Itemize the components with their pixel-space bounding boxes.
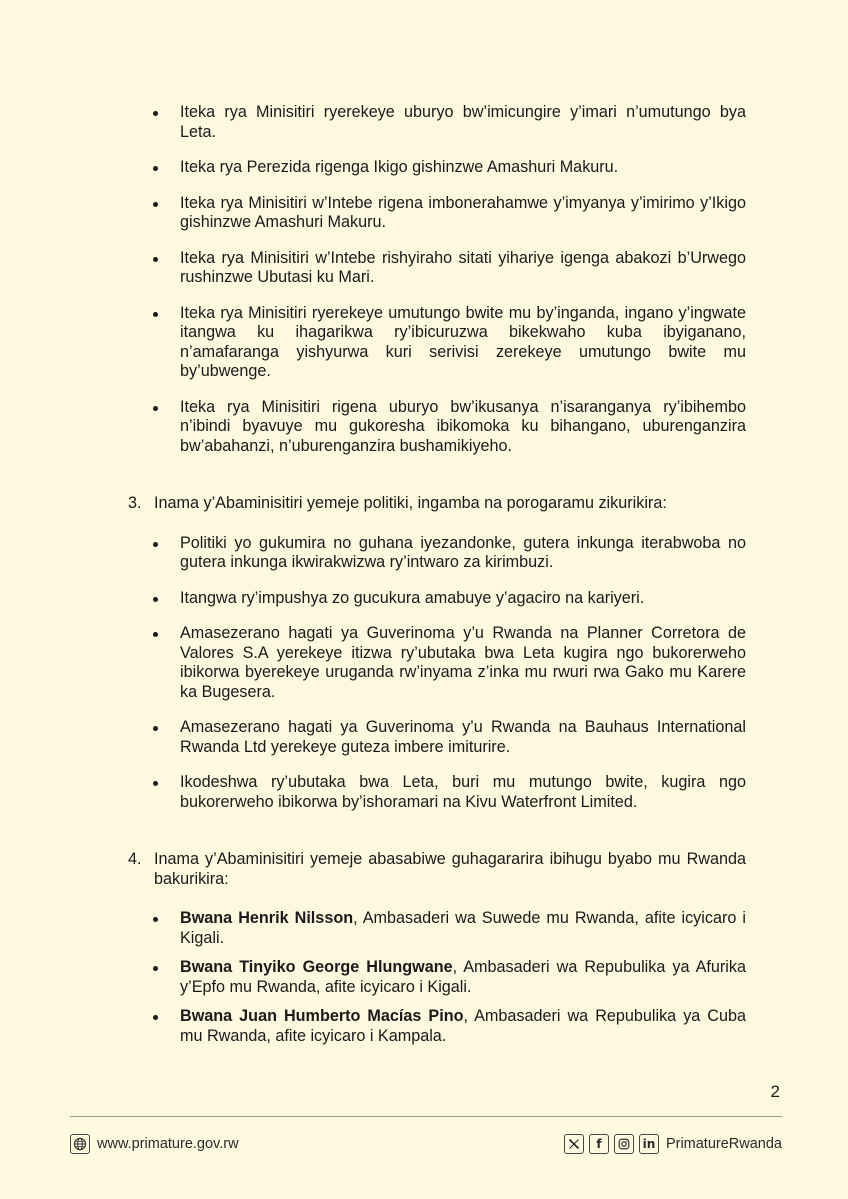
page-number: 2: [770, 1082, 780, 1101]
footer-social: [564, 1134, 782, 1154]
ambassador-name: Bwana Juan Humberto Macías Pino: [180, 1007, 464, 1025]
ambassador-details: , Ambasaderi wa Repubulika ya Cuba mu Rwanda, afite icyicaro i Kampala.: [180, 1007, 746, 1045]
section2-bullet-list: [126, 103, 746, 456]
list-item: Ikodeshwa ry’ubutaka bwa Leta, buri mu mutungo bwite, kugira ngo bukorerweho ibikorwa by’ishoramari na Kivu Waterfront Limited.: [126, 773, 746, 812]
website-link[interactable]: www.primature.gov.rw: [97, 1136, 239, 1152]
list-item: Iteka rya Minisitiri ryerekeye umutungo bwite mu by’inganda, ingano y’ingwate itangwa ku ihagarikwa ry’ibicuruzwa bikekwaho kuba ibyiganano, n’amafaranga yishyurwa kuri serivisi zerekeye umutungo bwite mu by’ubwenge.: [126, 304, 746, 382]
list-item: Itangwa ry’impushya zo gucukura amabuye y’agaciro na kariyeri.: [126, 589, 746, 609]
section-heading-text: Inama y’Abaminisitiri yemeje abasabiwe guhagararira ibihugu byabo mu Rwanda bakurikira:: [154, 850, 746, 888]
ambassador-name: Bwana Henrik Nilsson: [180, 909, 354, 927]
list-item: [126, 909, 746, 948]
globe-icon: [70, 1134, 90, 1154]
list-item: [126, 958, 746, 997]
list-item: [126, 1007, 746, 1046]
section4-heading: [126, 850, 746, 889]
ambassador-name: Bwana Tinyiko George Hlungwane: [180, 958, 453, 976]
ambassador-details: , Ambasaderi wa Repubulika ya Afurika y’Epfo mu Rwanda, afite icyicaro i Kigali.: [180, 958, 746, 996]
x-icon[interactable]: [564, 1134, 584, 1154]
document-body: [126, 103, 746, 1056]
section-number: 3.: [128, 494, 142, 512]
section4-bullet-list: [126, 909, 746, 1046]
list-item: Amasezerano hagati ya Guverinoma y’u Rwanda na Planner Corretora de Valores S.A yerekeye itizwa ry’ubutaka bwa Leta kugira ngo bukorerweho ibikorwa byerekeye uruganda rw’inyama z’inka mu rwuri rwa Gako mu Karere ka Bugesera.: [126, 624, 746, 702]
list-item: Amasezerano hagati ya Guverinoma y’u Rwanda na Bauhaus International Rwanda Ltd yerekeye guteza imbere imiturire.: [126, 718, 746, 757]
section3-bullet-list: [126, 534, 746, 813]
list-item: Iteka rya Minisitiri w’Intebe rigena imbonerahamwe y’imyanya y’imirimo y’Ikigo gishinzwe Amashuri Makuru.: [126, 194, 746, 233]
facebook-icon[interactable]: f: [589, 1134, 609, 1154]
list-item: Iteka rya Perezida rigenga Ikigo gishinzwe Amashuri Makuru.: [126, 158, 746, 178]
list-item: Iteka rya Minisitiri ryerekeye uburyo bw’imicungire y’imari n’umutungo bya Leta.: [126, 103, 746, 142]
section-number: 4.: [128, 850, 142, 868]
list-item: Iteka rya Minisitiri w’Intebe rishyiraho sitati yihariye igenga abakozi b’Urwego rushinzwe Ubutasi ku Mari.: [126, 249, 746, 288]
instagram-icon[interactable]: [614, 1134, 634, 1154]
list-item: Iteka rya Minisitiri rigena uburyo bw’ikusanya n’isaranganya ry’ibihembo n’ibindi byavuye mu gukoresha ibikomoka ku bihangano, uburenganzira bw’abahanzi, n’uburenganzira bushamikiyeho.: [126, 398, 746, 457]
section3-heading: [126, 494, 746, 514]
section-heading-text: Inama y’Abaminisitiri yemeje politiki, ingamba na porogaramu zikurikira:: [154, 494, 667, 512]
footer-website[interactable]: [70, 1134, 239, 1154]
ambassador-details: , Ambasaderi wa Suwede mu Rwanda, afite icyicaro i Kigali.: [180, 909, 746, 947]
linkedin-icon[interactable]: in: [639, 1134, 659, 1154]
social-handle[interactable]: PrimatureRwanda: [665, 1136, 782, 1152]
footer-divider: [70, 1116, 782, 1117]
list-item: Politiki yo gukumira no guhana iyezandonke, gutera inkunga iterabwoba no gutera inkunga ikwirakwizwa ry’intwaro za kirimbuzi.: [126, 534, 746, 573]
